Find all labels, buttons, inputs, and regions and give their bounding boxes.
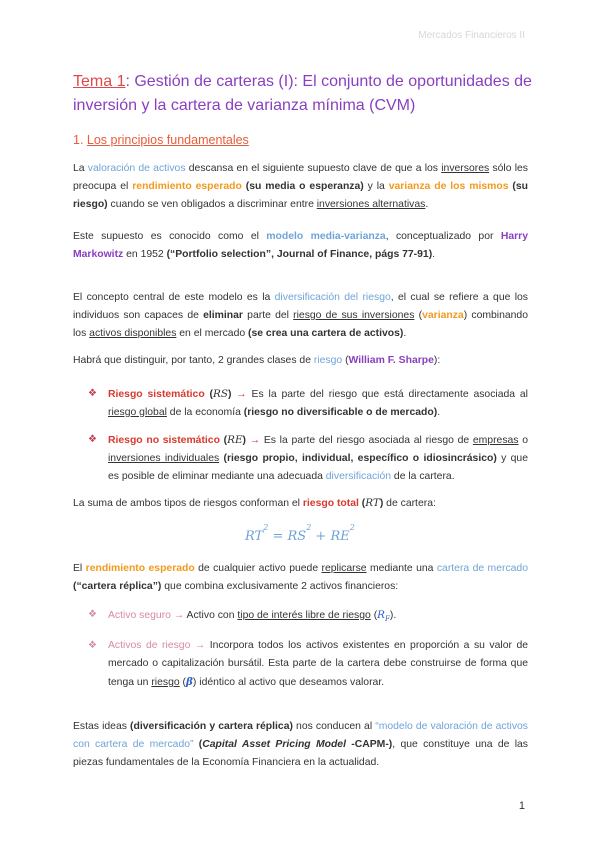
text: en 1952 bbox=[123, 249, 167, 260]
text: . bbox=[425, 199, 429, 210]
text: ( bbox=[414, 310, 423, 321]
text: de cartera: bbox=[383, 498, 436, 509]
text-bold: (“cartera réplica”) bbox=[73, 581, 162, 592]
arrow-icon: → bbox=[170, 610, 187, 621]
text: en el mercado bbox=[176, 328, 249, 339]
text: que combina exclusivamente 2 activos financieros: bbox=[161, 581, 399, 592]
formula-exp: 2 bbox=[263, 523, 269, 532]
text-bold: (riesgo propio, individual, específico o idiosincrásico) bbox=[219, 453, 497, 464]
formula-term: = RS bbox=[268, 529, 307, 544]
text: de la cartera. bbox=[391, 471, 455, 482]
author-markowitz: Harry Markowitz bbox=[73, 231, 528, 260]
paragraph-3 bbox=[73, 289, 528, 343]
page-title bbox=[73, 70, 533, 118]
arrow-icon: → bbox=[246, 435, 264, 446]
paragraph-6 bbox=[73, 560, 528, 596]
text-bold: (diversificación y cartera réplica) bbox=[130, 721, 293, 732]
term-rendimiento: rendimiento esperado bbox=[85, 563, 195, 574]
text: . bbox=[437, 407, 441, 418]
text: mediante una bbox=[366, 563, 437, 574]
text: descansa en el siguiente supuesto clave de que a los bbox=[185, 163, 442, 174]
text-bold: (su riesgo) bbox=[73, 181, 528, 210]
formula-exp: 2 bbox=[349, 523, 355, 532]
text: ( bbox=[370, 610, 378, 621]
text: y que es posible de eliminar mediante una adecuada bbox=[108, 453, 528, 482]
term-varianza: varianza de los mismos bbox=[388, 181, 509, 192]
term-cartera-mercado: cartera de mercado bbox=[436, 563, 528, 574]
text: Activo con bbox=[186, 610, 238, 621]
page-number: 1 bbox=[518, 800, 525, 812]
math-subscript: F bbox=[385, 615, 390, 624]
text: sólo les preocupa el bbox=[73, 163, 528, 192]
text: ): bbox=[433, 355, 441, 366]
term-riesgo: riesgo bbox=[313, 355, 343, 366]
text: nos conducen al bbox=[292, 721, 376, 732]
paragraph-1 bbox=[73, 160, 528, 214]
term-inversiones: inversiones alternativas bbox=[316, 199, 426, 210]
term-diversificacion: diversificación del riesgo bbox=[274, 292, 391, 303]
text: ( bbox=[204, 389, 213, 400]
text: ) idéntico al activo que deseamos valorar. bbox=[192, 677, 385, 688]
diamond-bullet-icon: ❖ bbox=[88, 434, 97, 445]
author-sharpe: William F. Sharpe bbox=[348, 355, 434, 366]
text: ) bbox=[242, 435, 247, 446]
text: . bbox=[403, 328, 407, 339]
text: La suma de ambos tipos de riesgos conforman el bbox=[73, 498, 303, 509]
term-modelo-valoracion: “modelo de valoración de activos con cartera de mercado” bbox=[73, 721, 528, 750]
term-replicarse: replicarse bbox=[321, 563, 367, 574]
term: Riesgo sistemático bbox=[108, 389, 205, 400]
text: de la economía bbox=[166, 407, 244, 418]
paragraph-7 bbox=[73, 718, 528, 772]
text: combinando los bbox=[73, 310, 528, 339]
text: Habrá que distinguir, por tanto, 2 grandes clases de bbox=[73, 355, 314, 366]
formula-term: RT bbox=[245, 529, 264, 544]
term-activos: activos disponibles bbox=[89, 328, 177, 339]
math-symbol: RE bbox=[227, 434, 243, 446]
text: , el cual se refiere a que los individuos son capaces de bbox=[73, 292, 528, 321]
text: Este supuesto es conocido como el bbox=[73, 231, 267, 242]
term-rendimiento: rendimiento esperado bbox=[132, 181, 242, 192]
text: ) bbox=[379, 498, 384, 509]
bullet-riesgo-sistematico bbox=[88, 385, 528, 422]
text: ( bbox=[179, 677, 187, 688]
math-symbol: RS bbox=[213, 388, 228, 400]
text: ). bbox=[389, 610, 397, 621]
math-symbol: R bbox=[377, 609, 385, 621]
bullet-riesgo-no-sistematico bbox=[88, 431, 528, 486]
running-header: Mercados Financieros II bbox=[418, 30, 525, 41]
term-valoracion: valoración de activos bbox=[87, 163, 186, 174]
text-bold: (su media o esperanza) bbox=[241, 181, 364, 192]
math-symbol: RT bbox=[365, 497, 380, 509]
arrow-icon: → bbox=[190, 640, 210, 651]
citation: (“Portfolio selection”, Journal of Finance, págs 77-91) bbox=[166, 249, 433, 260]
title-tema: Tema 1 bbox=[73, 73, 126, 90]
text: , que constituye una de las piezas fundamentales de la Economía Financiera en la actualidad. bbox=[73, 739, 528, 768]
paragraph-5 bbox=[73, 494, 528, 513]
text: Es la parte del riesgo asociada al riesgo de bbox=[263, 435, 473, 446]
text-bold: (se crea una cartera de activos) bbox=[248, 328, 404, 339]
term: Activo seguro bbox=[108, 610, 171, 621]
paragraph-2 bbox=[73, 228, 528, 264]
text: ( bbox=[342, 355, 349, 366]
title-text: : Gestión de carteras (I): El conjunto de oportunidades de inversión y la cartera de varianza mínima (CVM) bbox=[73, 73, 532, 114]
text: ) bbox=[463, 310, 468, 321]
term-inversores: inversores bbox=[441, 163, 490, 174]
text: y la bbox=[363, 181, 389, 192]
text: parte del bbox=[242, 310, 294, 321]
text: ( bbox=[358, 498, 366, 509]
term-varianza: varianza bbox=[422, 310, 464, 321]
term-underline: tipo de interés libre de riesgo bbox=[237, 610, 371, 621]
text: El bbox=[73, 563, 86, 574]
text: . bbox=[432, 249, 436, 260]
text: La bbox=[73, 163, 88, 174]
text: o bbox=[518, 435, 528, 446]
text: ( bbox=[193, 739, 203, 750]
text-bold-italic: Capital Asset Pricing Model bbox=[202, 739, 346, 750]
section-number: 1. bbox=[73, 133, 87, 147]
beta-symbol: β bbox=[186, 676, 193, 688]
text: El concepto central de este modelo es la bbox=[73, 292, 275, 303]
bullet-activo-seguro bbox=[88, 606, 528, 628]
term-underline: riesgo bbox=[151, 677, 180, 688]
text: cuando se ven obligados a discriminar entre bbox=[107, 199, 317, 210]
term-underline: riesgo global bbox=[108, 407, 167, 418]
text-bold: (riesgo no diversificable o de mercado) bbox=[243, 407, 438, 418]
text: Estas ideas bbox=[73, 721, 131, 732]
term-diversificacion: diversificación bbox=[325, 471, 392, 482]
text: Incorpora todos los activos existentes en proporción a su valor de mercado o capitalización bursátil. Esta parte de la cartera debe construirse de forma que tenga un bbox=[108, 640, 529, 688]
arrow-icon: → bbox=[231, 389, 252, 400]
diamond-bullet-icon: ❖ bbox=[88, 640, 97, 651]
section-label: Los principios fundamentales bbox=[86, 133, 249, 147]
text: ) bbox=[227, 389, 232, 400]
term-underline: inversiones individuales bbox=[108, 453, 220, 464]
text-bold: -CAPM-) bbox=[345, 739, 393, 750]
text: de cualquier activo puede bbox=[194, 563, 322, 574]
bullet-activos-riesgo bbox=[88, 637, 528, 692]
term-riesgo-total: riesgo total bbox=[302, 498, 359, 509]
diamond-bullet-icon: ❖ bbox=[88, 609, 97, 620]
term-underline: empresas bbox=[472, 435, 519, 446]
term: Riesgo no sistemático bbox=[108, 435, 220, 446]
text: Es la parte del riesgo que está directamente asociada al bbox=[251, 389, 528, 400]
text-bold: eliminar bbox=[203, 310, 243, 321]
text: ( bbox=[219, 435, 228, 446]
formula-exp: 2 bbox=[306, 523, 312, 532]
text: , conceptualizado por bbox=[385, 231, 501, 242]
risk-formula bbox=[245, 523, 355, 544]
formula-term: + RE bbox=[311, 529, 350, 544]
section-heading bbox=[73, 133, 249, 147]
paragraph-4 bbox=[73, 352, 528, 370]
term-modelo: modelo media-varianza bbox=[266, 231, 386, 242]
term-riesgo-inversiones: riesgo de sus inversiones bbox=[293, 310, 415, 321]
term: Activos de riesgo bbox=[108, 640, 191, 651]
diamond-bullet-icon: ❖ bbox=[88, 388, 97, 399]
